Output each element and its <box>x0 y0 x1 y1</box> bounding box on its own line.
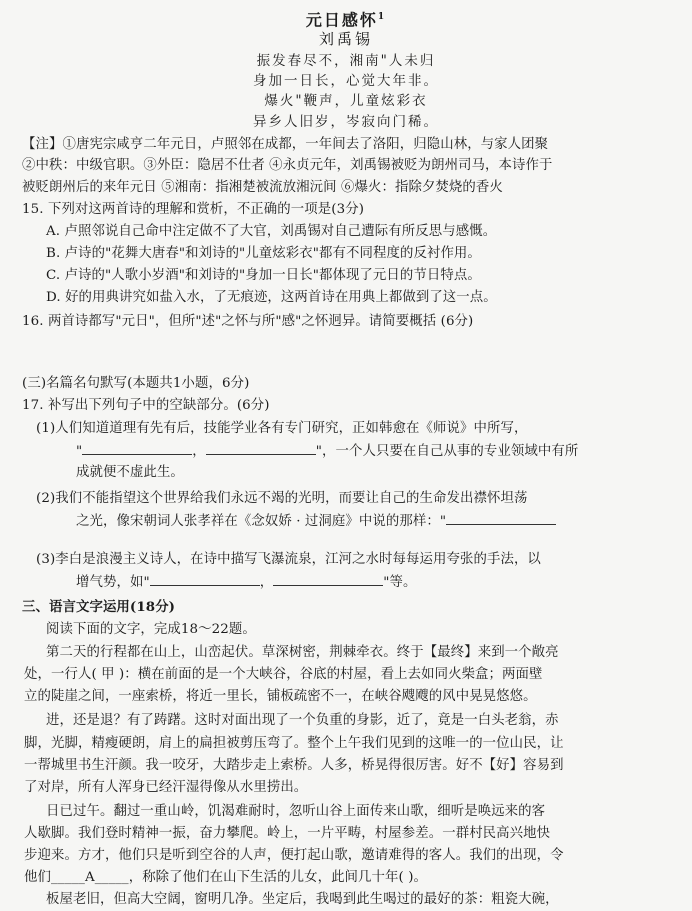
answer-blank[interactable] <box>273 573 383 586</box>
section-3-header: (三)名篇名句默写(本题共1小题，6分) <box>22 376 250 391</box>
answer-blank[interactable] <box>446 512 556 525</box>
passage-line: 日已过午。翻过一重山岭，饥渴难耐时，忽听山谷上面传来山歌，细听是唤远来的客 <box>46 804 546 819</box>
q17-item-1-line2: " ， "，一个人只要在自己从事的专业领域中有所 <box>76 444 579 459</box>
q15-option-c: C. 卢诗的"人歌小岁酒"和刘诗的"身加一日长"都体现了元日的节日特点。 <box>46 268 481 283</box>
answer-blank[interactable] <box>82 442 192 455</box>
question-15-stem: 15. 下列对这两首诗的理解和赏析，不正确的一项是(3分) <box>22 202 365 217</box>
passage-line: 处，一行人( 甲 )：横在前面的是一个大峡谷，谷底的村屋，看上去如同火柴盒；两面壁 <box>24 667 543 682</box>
q17-item-2-line2: 之光，像宋朝词人张孝祥在《念奴娇 · 过洞庭》中说的那样：" <box>76 512 556 531</box>
passage-line: 了对岸，所有人浑身已经汗湿得像从水里捞出。 <box>24 780 308 795</box>
poem-title: 元日感怀$^1$ <box>305 10 387 30</box>
question-16: 16. 两首诗都写"元日"，但所"述"之怀与所"感"之怀迥异。请简要概括 (6分) <box>22 314 474 329</box>
q17-item-1-line1: (1)人们知道道理有先有后，技能学业各有专门研究，正如韩愈在《师说》中所写， <box>36 421 528 436</box>
passage-line: 第二天的行程都在山上，山峦起伏。草深树密，荆棘牵衣。终于【最终】来到一个敞亮 <box>46 645 559 660</box>
poem-line: 爆火"鞭声，儿童炫彩衣 <box>264 93 428 109</box>
poem-line: 异乡人旧岁，岑寂向门稀。 <box>253 114 439 130</box>
passage-line: 脚，光脚，精瘦硬朗，肩上的扁担被剪压弯了。整个上午我们见到的这唯一的一位山民，让 <box>24 736 564 751</box>
passage-line: 板屋老旧，但高大空阔，窗明几净。坐定后，我喝到此生喝过的最好的茶：粗瓷大碗， <box>46 892 559 907</box>
poem-author: 刘禹锡 <box>318 30 373 48</box>
note-line: 被贬朗州后的来年元日 ⑤湘南：指湘楚被流放湘沅间 ⑥爆火：指除夕焚烧的香火 <box>22 180 503 195</box>
passage-line: 他们_____A_____，称除了他们在山下生活的儿女，此间几十年( )。 <box>24 870 428 885</box>
poem-line: 身加一日长，心觉大年非。 <box>253 73 439 89</box>
q15-option-a: A. 卢照邻说自己命中注定做不了大官，刘禹锡对自己遭际有所反思与感慨。 <box>46 224 497 239</box>
passage-line: 一帮城里书生汗颜。我一咬牙，大踏步走上索桥。人多，桥晃得很厉害。好不【好】容易到 <box>24 758 564 773</box>
passage-line: 人歇脚。我们登时精神一振，奋力攀爬。岭上，一片平畴，村屋参差。一群村民高兴地快 <box>24 826 551 841</box>
answer-blank[interactable] <box>206 442 316 455</box>
question-17: 17. 补写出下列句子中的空缺部分。(6分) <box>22 398 270 413</box>
q15-option-b: B. 卢诗的"花舞大唐春"和刘诗的"儿童炫彩衣"都有不同程度的反衬作用。 <box>46 246 481 261</box>
poem-line: 振发春尽不，湘南"人未归 <box>256 53 436 69</box>
q17-item-2-line1: (2)我们不能指望这个世界给我们永远不竭的光明，而要让自己的生命发出襟怀坦荡 <box>36 491 528 506</box>
passage-line: 立的陡崖之间，一座索桥，将近一里长，铺板疏密不一，在峡谷飕飕的风中晃晃悠悠。 <box>24 689 537 704</box>
answer-blank[interactable] <box>150 573 260 586</box>
note-line: ②中秩：中级官职。③外臣：隐居不仕者 ④永贞元年，刘禹锡被贬为朗州司马，本诗作于 <box>22 158 553 173</box>
passage-line: 进，还是退？有了踌躇。这时对面出现了一个负重的身影，近了，竟是一白头老翁，赤 <box>46 713 559 728</box>
note-line: 【注】①唐宪宗咸亨二年元日，卢照邻在成都，一年间去了洛阳，归隐山林，与家人团聚 <box>22 137 549 152</box>
reading-intro: 阅读下面的文字，完成18～22题。 <box>46 622 256 637</box>
passage-line: 步迎来。方才，他们只是听到空谷的人声，便打起山歌，邀请难得的客人。我们的出现，令 <box>24 848 564 863</box>
section-language-header: 三、语言文字运用(18分) <box>22 599 176 615</box>
q17-item-1-line3: 成就便不虚此生。 <box>76 465 184 480</box>
q15-option-d: D. 好的用典讲究如盐入水，了无痕迹，这两首诗在用典上都做到了这一点。 <box>46 290 497 305</box>
q17-item-3-line1: (3)李白是浪漫主义诗人，在诗中描写飞瀑流泉，江河之水时每每运用夸张的手法，以 <box>36 552 541 567</box>
q17-item-3-line2: 增气势，如" ， "等。 <box>76 575 417 590</box>
